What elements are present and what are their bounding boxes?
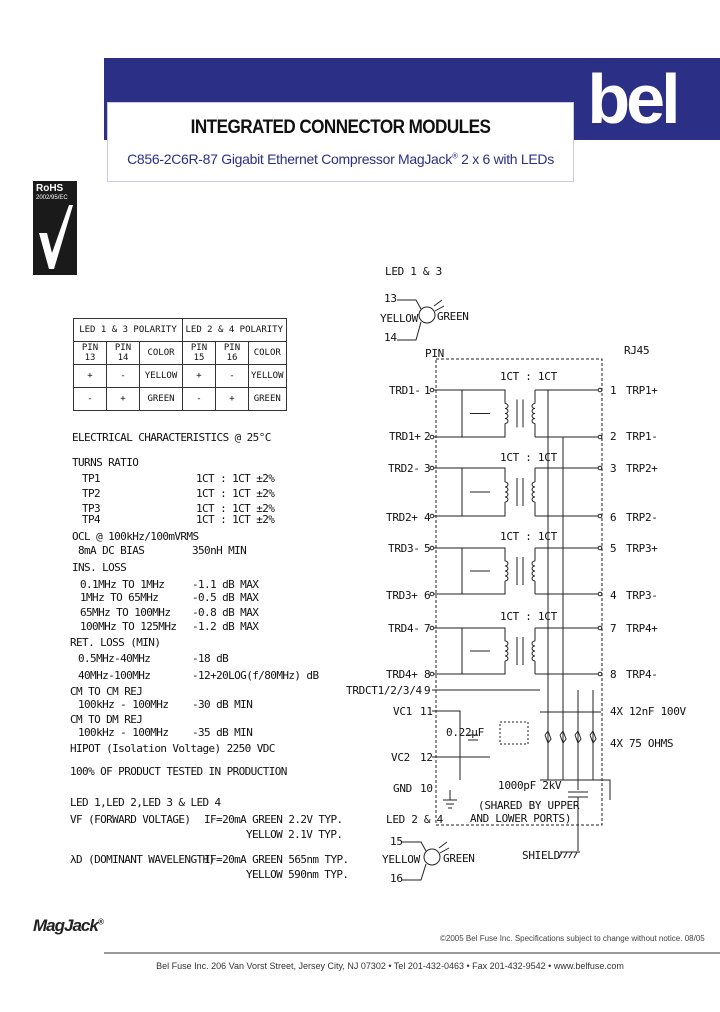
green-label: GREEN <box>443 852 475 865</box>
right-pin-num: 7 <box>610 622 617 635</box>
spec-value: -1.1 dB MAX <box>192 578 259 591</box>
pin-terminal <box>430 672 434 676</box>
yellow-label: YELLOW <box>380 312 418 325</box>
left-pin-name: TRD2- <box>388 462 420 475</box>
transformer-channel <box>432 468 600 690</box>
spec-value: -0.5 dB MAX <box>192 591 259 604</box>
spec-value: 1CT : 1CT ±2% <box>196 513 275 526</box>
pin-terminal <box>430 546 434 550</box>
spec-value: 1CT : 1CT ±2% <box>196 487 275 500</box>
shared-note-1: (SHARED BY UPPER <box>478 799 580 812</box>
left-pin-name: VC2 <box>391 751 410 764</box>
right-pin-num: 1 <box>610 384 617 397</box>
pin-terminal <box>598 514 602 518</box>
table-cell: + <box>107 388 140 411</box>
spec-value: -18 dB <box>192 652 229 665</box>
green-label: GREEN <box>437 310 469 323</box>
pin-terminal <box>598 626 602 630</box>
right-pin-num: 4 <box>610 589 617 602</box>
rj45-header: RJ45 <box>624 344 650 357</box>
wd-label: λD (DOMINANT WAVELENGTH) <box>70 853 215 866</box>
footer-divider <box>104 952 720 954</box>
pin15-label: 15 <box>390 835 403 848</box>
table-group-header: LED 2 & 4 POLARITY <box>183 319 287 342</box>
copyright-note: ©2005 Bel Fuse Inc. Specifications subject to change without notice. 08/05 <box>440 934 705 943</box>
table-cell: - <box>74 388 107 411</box>
spec-value: -0.8 dB MAX <box>192 606 259 619</box>
pin13-label: 13 <box>384 292 397 305</box>
ins-loss-label: INS. LOSS <box>72 561 127 574</box>
left-pin-num: 7 <box>424 622 431 635</box>
pin-terminal <box>430 626 434 630</box>
left-pin-num: 11 <box>420 705 433 718</box>
spec-value: -12+20LOG(f/80MHz) dB <box>192 669 319 682</box>
turns-ratio-1: 1CT : 1CT <box>500 370 557 383</box>
table-cell: YELLOW <box>140 365 183 388</box>
spec-value: -35 dB MIN <box>192 726 253 739</box>
spec-label: 65MHz TO 100MHz <box>80 606 171 619</box>
pin-terminal <box>598 672 602 676</box>
table-header: PIN 14 <box>107 342 140 365</box>
right-pin-num: 2 <box>610 430 617 443</box>
left-pin-num: 6 <box>424 589 431 602</box>
left-pin-name: TRD2+ <box>386 511 418 524</box>
left-pin-num: 2 <box>424 430 431 443</box>
vf-green: IF=20mA GREEN 2.2V TYP. <box>204 813 343 826</box>
spec-value: 1CT : 1CT ±2% <box>196 472 275 485</box>
pin-terminal <box>598 388 602 392</box>
left-pin-num: 1 <box>424 384 431 397</box>
turns-ratio-label: TURNS RATIO <box>72 456 139 469</box>
table-header: PIN 13 <box>74 342 107 365</box>
led13-label: LED 1 & 3 <box>385 265 442 278</box>
spec-label: 100MHz TO 125MHz <box>80 620 177 633</box>
pin-terminal <box>598 592 602 596</box>
vf-label: VF (FORWARD VOLTAGE) <box>70 813 191 826</box>
module-boundary <box>436 359 602 825</box>
pin-terminal <box>430 435 434 439</box>
cm-dm-label: CM TO DM REJ <box>70 713 143 726</box>
left-pin-num: 10 <box>420 782 433 795</box>
right-pin-name: TRP1- <box>626 430 658 443</box>
spec-label: 0.5MHz-40MHz <box>78 652 151 665</box>
electrical-heading: ELECTRICAL CHARACTERISTICS @ 25°C <box>72 431 271 444</box>
spec-value: -30 dB MIN <box>192 698 253 711</box>
pin14-label: 14 <box>384 331 397 344</box>
cm-cm-label: CM TO CM REJ <box>70 685 143 698</box>
footer-address: Bel Fuse Inc. 206 Van Vorst Street, Jersey City, NJ 07302 • Tel 201-432-0463 • Fax 201-432-9542 • www.belfuse.com <box>156 961 624 971</box>
led24-label: LED 2 & 4 <box>386 813 443 826</box>
tested-note: 100% OF PRODUCT TESTED IN PRODUCTION <box>70 765 287 778</box>
caps-label: 4X 12nF 100V <box>610 705 686 718</box>
left-pin-name: TRDCT1/2/3/4 <box>346 684 422 697</box>
left-pin-name: TRD4+ <box>386 668 418 681</box>
table-cell: - <box>216 365 249 388</box>
hipot-label: HIPOT (Isolation Voltage) 2250 VDC <box>70 742 275 755</box>
pin-terminal <box>598 546 602 550</box>
spec-label: 1MHz TO 65MHz <box>80 591 159 604</box>
table-cell: + <box>74 365 107 388</box>
left-pin-name: TRD3- <box>388 542 420 555</box>
table-header: COLOR <box>249 342 287 365</box>
magjack-logo: MagJack® <box>33 916 103 935</box>
table-header: COLOR <box>140 342 183 365</box>
table-group-header: LED 1 & 3 POLARITY <box>74 319 183 342</box>
spec-label: TP3 <box>82 502 101 515</box>
led-polarity-table <box>73 318 287 411</box>
left-pin-num: 12 <box>420 751 433 764</box>
pin-terminal <box>598 435 602 439</box>
page-subtitle: C856-2C6R-87 Gigabit Ethernet Compressor MagJack® 2 x 6 with LEDs <box>127 151 554 167</box>
wd-green: IF=20mA GREEN 565nm TYP. <box>204 853 349 866</box>
shared-note-2: AND LOWER PORTS) <box>470 812 572 825</box>
right-pin-name: TRP4- <box>626 668 658 681</box>
spec-label: 40MHz-100MHz <box>78 669 151 682</box>
right-pin-name: TRP2- <box>626 511 658 524</box>
pin16-label: 16 <box>390 872 403 885</box>
left-pin-num: 8 <box>424 668 431 681</box>
ocl-bias: 8mA DC BIAS <box>78 544 145 557</box>
left-pin-name: TRD1- <box>389 384 421 397</box>
right-pin-name: TRP3- <box>626 589 658 602</box>
table-header: PIN 16 <box>216 342 249 365</box>
table-cell: + <box>183 365 216 388</box>
cap-022-label: 0.22µF <box>446 726 484 739</box>
left-pin-num: 5 <box>424 542 431 555</box>
spec-label: 100kHz - 100MHz <box>78 698 169 711</box>
led-spec-heading: LED 1,LED 2,LED 3 & LED 4 <box>70 796 221 809</box>
spec-value: -1.2 dB MAX <box>192 620 259 633</box>
spec-label: TP2 <box>82 487 101 500</box>
left-pin-name: VC1 <box>393 705 412 718</box>
pin-header: PIN <box>425 347 444 360</box>
right-pin-num: 5 <box>610 542 617 555</box>
right-pin-name: TRP4+ <box>626 622 658 635</box>
hv-cap-label: 1000pF 2kV <box>498 779 562 792</box>
table-cell: GREEN <box>140 388 183 411</box>
table-cell: GREEN <box>249 388 287 411</box>
spec-label: TP1 <box>82 472 101 485</box>
transformer-channel <box>432 628 600 690</box>
ocl-label: OCL @ 100kHz/100mVRMS <box>72 530 199 543</box>
yellow-label: YELLOW <box>382 853 420 866</box>
left-pin-num: 4 <box>424 511 431 524</box>
ocl-value: 350nH MIN <box>192 544 247 557</box>
spec-value: 1CT : 1CT ±2% <box>196 502 275 515</box>
turns-ratio-3: 1CT : 1CT <box>500 530 557 543</box>
title-box <box>107 102 574 182</box>
pin-terminal <box>430 466 434 470</box>
turns-ratio-2: 1CT : 1CT <box>500 451 557 464</box>
pin-terminal <box>430 514 434 518</box>
checkmark-icon <box>33 181 77 275</box>
table-header: PIN 15 <box>183 342 216 365</box>
vf-yellow: YELLOW 2.1V TYP. <box>246 828 343 841</box>
right-pin-num: 6 <box>610 511 617 524</box>
resistors-label: 4X 75 OHMS <box>610 737 674 750</box>
spec-label: 100kHz - 100MHz <box>78 726 169 739</box>
bel-logo: bel <box>587 60 677 138</box>
left-pin-name: TRD1+ <box>389 430 421 443</box>
right-pin-name: TRP2+ <box>626 462 658 475</box>
ret-loss-label: RET. LOSS (MIN) <box>70 636 161 649</box>
spec-label: 0.1MHz TO 1MHz <box>80 578 165 591</box>
pin-terminal <box>430 592 434 596</box>
left-pin-name: TRD4- <box>388 622 420 635</box>
right-pin-num: 8 <box>610 668 617 681</box>
table-cell: - <box>183 388 216 411</box>
right-pin-name: TRP3+ <box>626 542 658 555</box>
page-title: INTEGRATED CONNECTOR MODULES <box>190 117 491 138</box>
right-pin-num: 3 <box>610 462 617 475</box>
left-pin-num: 3 <box>424 462 431 475</box>
opto-coupler <box>500 722 528 744</box>
turns-ratio-4: 1CT : 1CT <box>500 610 557 623</box>
led24-icon <box>424 849 440 865</box>
pin-terminal <box>430 388 434 392</box>
wd-yellow: YELLOW 590nm TYP. <box>246 868 349 881</box>
rohs-badge: RoHS 2002/95/EC <box>33 181 77 275</box>
right-pin-name: TRP1+ <box>626 384 658 397</box>
table-cell: - <box>107 365 140 388</box>
table-cell: YELLOW <box>249 365 287 388</box>
table-cell: + <box>216 388 249 411</box>
pin-terminal <box>598 466 602 470</box>
spec-label: TP4 <box>82 513 101 526</box>
shield-label: SHIELD <box>522 849 560 862</box>
left-pin-name: TRD3+ <box>386 589 418 602</box>
left-pin-name: GND <box>393 782 412 795</box>
led13-icon <box>419 307 435 323</box>
left-pin-num: 9 <box>424 684 431 697</box>
